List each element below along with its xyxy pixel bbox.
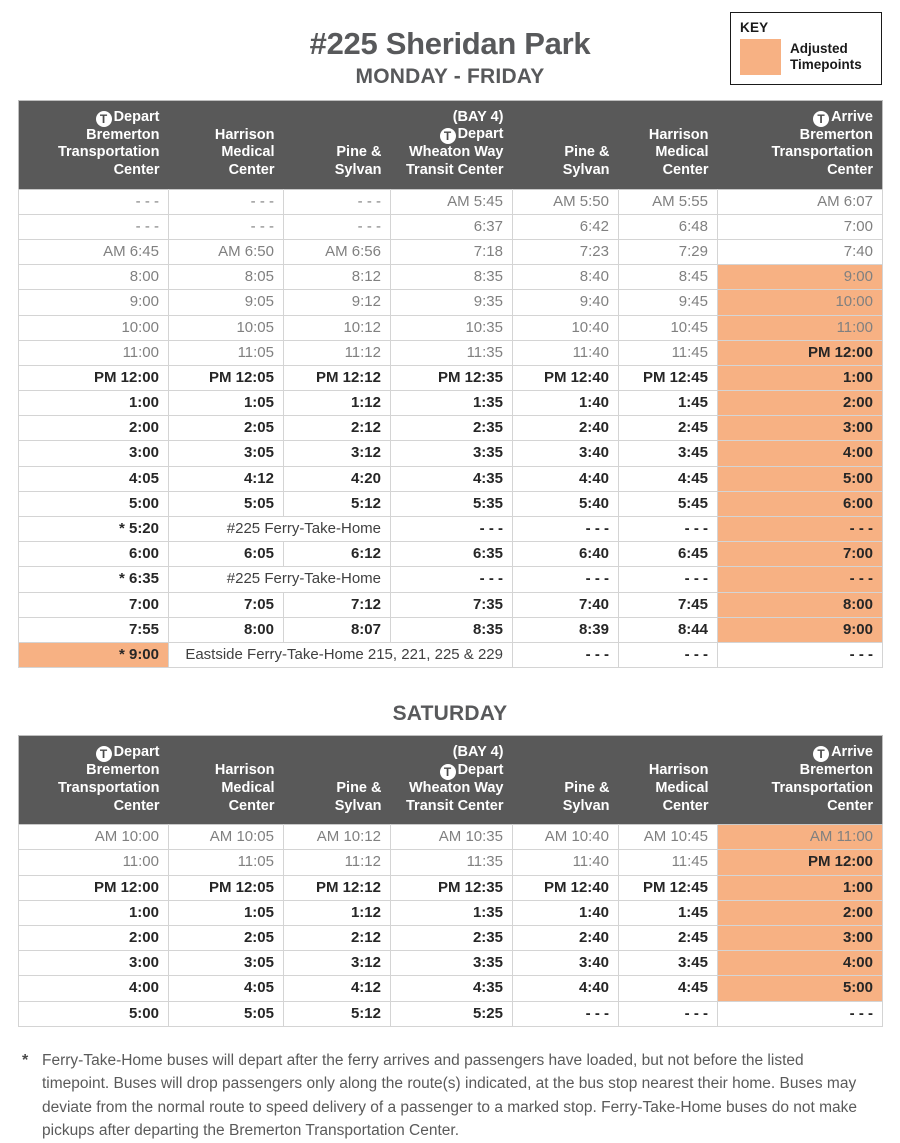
transit-center-icon: T (96, 111, 112, 127)
weekday-cell: 7:05 (169, 592, 284, 617)
weekday-cell: 5:35 (391, 491, 513, 516)
saturday-cell: 3:05 (169, 951, 284, 976)
weekday-cell-note: #225 Ferry-Take-Home (169, 567, 391, 592)
col-header-action: Arrive (831, 744, 873, 761)
col-header-name: Wheaton Way Transit Center (406, 144, 504, 178)
weekday-cell: 10:45 (619, 315, 718, 340)
weekday-cell: 9:35 (391, 290, 513, 315)
weekday-cell: 7:35 (391, 592, 513, 617)
saturday-cell: 1:12 (284, 900, 391, 925)
saturday-subtitle: SATURDAY (392, 702, 508, 726)
weekday-cell: 3:00 (718, 416, 883, 441)
weekday-header-row (19, 100, 883, 189)
saturday-cell: PM 12:40 (513, 875, 619, 900)
weekday-cell: 5:05 (169, 491, 284, 516)
saturday-cell: 5:05 (169, 1001, 284, 1026)
saturday-cell: AM 11:00 (718, 825, 883, 850)
weekday-col-header-6 (619, 100, 718, 189)
weekday-cell: AM 5:50 (513, 189, 619, 214)
weekday-cell: - - - (513, 517, 619, 542)
saturday-cell: - - - (513, 1001, 619, 1026)
weekday-cell: 2:00 (19, 416, 169, 441)
bay-label: (BAY 4) (452, 744, 504, 761)
weekday-cell: 6:00 (718, 491, 883, 516)
weekday-cell: PM 12:12 (284, 365, 391, 390)
saturday-cell: 3:45 (619, 951, 718, 976)
table-row (19, 441, 883, 466)
weekday-cell-note: Eastside Ferry-Take-Home 215, 221, 225 & 229 (169, 642, 513, 667)
table-row (19, 340, 883, 365)
weekday-cell: PM 12:00 (19, 365, 169, 390)
table-row (19, 850, 883, 875)
weekday-cell: 2:40 (513, 416, 619, 441)
col-header-name: Harrison Medical Center (648, 762, 709, 814)
weekday-cell: - - - (19, 214, 169, 239)
saturday-cell: PM 12:12 (284, 875, 391, 900)
weekday-cell: 1:00 (19, 391, 169, 416)
table-row (19, 642, 883, 667)
weekday-cell: 7:00 (718, 542, 883, 567)
col-header-name: Pine & Sylvan (334, 779, 382, 814)
col-header-action: Depart (113, 744, 160, 761)
weekday-cell: 8:39 (513, 617, 619, 642)
weekday-cell: 4:05 (19, 466, 169, 491)
weekday-cell: - - - (718, 567, 883, 592)
saturday-cell: 2:35 (391, 925, 513, 950)
footnote-text: Ferry-Take-Home buses will depart after the ferry arrives and passengers have loaded, but not before the listed timepoint. Buses will drop passengers only along the route(s) indicated, at the bus stop nearest their home. Buses may deviate from the normal route to speed delivery of a passenger to a marked stop. Ferry-Take-Home buses do not make pickups after departing the Bremerton Transportation Center. (42, 1051, 858, 1140)
weekday-cell: - - - (19, 189, 169, 214)
weekday-cell: 6:12 (284, 542, 391, 567)
saturday-cell: PM 12:45 (619, 875, 718, 900)
weekday-cell: 2:35 (391, 416, 513, 441)
weekday-cell: 2:00 (718, 391, 883, 416)
weekday-cell: 9:00 (718, 617, 883, 642)
weekday-cell: 4:00 (718, 441, 883, 466)
weekday-cell: 11:00 (718, 315, 883, 340)
saturday-cell: 11:00 (19, 850, 169, 875)
weekday-cell: 5:00 (718, 466, 883, 491)
weekday-table-body (19, 189, 883, 668)
weekday-cell: 11:05 (169, 340, 284, 365)
saturday-col-header-2 (169, 736, 284, 825)
saturday-cell: 4:35 (391, 976, 513, 1001)
saturday-col-header-7 (718, 736, 883, 825)
weekday-cell: 7:55 (19, 617, 169, 642)
saturday-cell: 1:00 (19, 900, 169, 925)
weekday-cell: - - - (169, 214, 284, 239)
weekday-cell: 3:12 (284, 441, 391, 466)
saturday-cell: 2:12 (284, 925, 391, 950)
weekday-cell: 1:12 (284, 391, 391, 416)
weekday-table-head (19, 100, 883, 189)
weekday-cell: - - - (718, 517, 883, 542)
saturday-cell: 11:35 (391, 850, 513, 875)
footnote-marker: * (22, 1051, 29, 1069)
key-label: Adjusted Timepoints (790, 41, 862, 72)
saturday-cell: 4:05 (169, 976, 284, 1001)
saturday-table-head (19, 736, 883, 825)
table-row (19, 900, 883, 925)
weekday-cell-note: #225 Ferry-Take-Home (169, 517, 391, 542)
saturday-cell: 3:12 (284, 951, 391, 976)
weekday-cell: - - - (513, 567, 619, 592)
weekday-cell: - - - (391, 517, 513, 542)
table-row (19, 542, 883, 567)
saturday-table-body (19, 825, 883, 1027)
saturday-cell: 4:00 (718, 951, 883, 976)
weekday-cell: 6:48 (619, 214, 718, 239)
saturday-col-header-3 (284, 736, 391, 825)
saturday-cell: 3:00 (718, 925, 883, 950)
weekday-cell: 11:40 (513, 340, 619, 365)
weekday-cell: 8:35 (391, 617, 513, 642)
weekday-cell: 1:40 (513, 391, 619, 416)
weekday-cell: 9:45 (619, 290, 718, 315)
saturday-col-header-5 (513, 736, 619, 825)
saturday-col-header-1 (19, 736, 169, 825)
saturday-cell: 4:40 (513, 976, 619, 1001)
footnote (18, 1049, 882, 1143)
weekday-cell: 5:12 (284, 491, 391, 516)
weekday-cell: 3:45 (619, 441, 718, 466)
transit-center-icon: T (813, 111, 829, 127)
col-header-name: Harrison Medical Center (648, 126, 709, 178)
weekday-subtitle: MONDAY - FRIDAY (355, 64, 545, 88)
saturday-cell: 2:45 (619, 925, 718, 950)
saturday-cell: 2:00 (718, 900, 883, 925)
weekday-cell: 9:40 (513, 290, 619, 315)
weekday-cell: PM 12:00 (718, 340, 883, 365)
saturday-cell: 11:45 (619, 850, 718, 875)
weekday-col-header-1 (19, 100, 169, 189)
weekday-cell: 4:12 (169, 466, 284, 491)
weekday-cell: 5:00 (19, 491, 169, 516)
weekday-cell: 6:42 (513, 214, 619, 239)
saturday-cell: 5:12 (284, 1001, 391, 1026)
table-row (19, 617, 883, 642)
weekday-cell: 6:37 (391, 214, 513, 239)
transit-center-icon: T (96, 746, 112, 762)
weekday-cell: PM 12:40 (513, 365, 619, 390)
weekday-cell: 9:00 (718, 265, 883, 290)
weekday-cell: 7:18 (391, 239, 513, 264)
table-row (19, 976, 883, 1001)
weekday-cell: - - - (718, 642, 883, 667)
saturday-cell: 3:00 (19, 951, 169, 976)
table-row (19, 239, 883, 264)
saturday-col-header-4 (391, 736, 513, 825)
weekday-cell: 6:35 (391, 542, 513, 567)
saturday-cell: 2:05 (169, 925, 284, 950)
weekday-cell: 10:12 (284, 315, 391, 340)
weekday-cell: PM 12:45 (619, 365, 718, 390)
saturday-cell: AM 10:12 (284, 825, 391, 850)
saturday-cell: PM 12:00 (19, 875, 169, 900)
weekday-cell: 4:20 (284, 466, 391, 491)
col-header-action: Depart (113, 108, 160, 125)
key-legend-box (730, 12, 882, 85)
weekday-cell: 10:05 (169, 315, 284, 340)
weekday-cell: 7:12 (284, 592, 391, 617)
saturday-cell: 4:45 (619, 976, 718, 1001)
bay-label: (BAY 4) (452, 108, 504, 125)
table-row (19, 265, 883, 290)
weekday-cell: 11:00 (19, 340, 169, 365)
weekday-cell: 8:45 (619, 265, 718, 290)
saturday-cell: 11:05 (169, 850, 284, 875)
weekday-cell: 11:12 (284, 340, 391, 365)
table-row (19, 1001, 883, 1026)
weekday-cell: 8:07 (284, 617, 391, 642)
weekday-cell: 5:40 (513, 491, 619, 516)
weekday-cell: 9:00 (19, 290, 169, 315)
weekday-cell: 10:00 (718, 290, 883, 315)
weekday-cell: 10:35 (391, 315, 513, 340)
saturday-cell: 3:35 (391, 951, 513, 976)
col-header-name: Harrison Medical Center (214, 762, 275, 814)
weekday-cell: - - - (169, 189, 284, 214)
saturday-cell: 5:00 (19, 1001, 169, 1026)
weekday-schedule-table (18, 100, 883, 669)
weekday-cell: 11:45 (619, 340, 718, 365)
saturday-cell: AM 10:40 (513, 825, 619, 850)
saturday-cell: 4:12 (284, 976, 391, 1001)
table-row (19, 925, 883, 950)
weekday-cell: 8:05 (169, 265, 284, 290)
weekday-cell: 10:00 (19, 315, 169, 340)
weekday-cell: 8:12 (284, 265, 391, 290)
weekday-cell: 6:05 (169, 542, 284, 567)
col-header-action: Depart (457, 761, 504, 778)
weekday-cell: 7:29 (619, 239, 718, 264)
weekday-cell: 8:40 (513, 265, 619, 290)
table-row (19, 214, 883, 239)
saturday-cell: AM 10:00 (19, 825, 169, 850)
weekday-cell: 8:35 (391, 265, 513, 290)
weekday-cell: 4:35 (391, 466, 513, 491)
table-row (19, 365, 883, 390)
col-header-action: Depart (457, 126, 504, 143)
col-header-name: Bremerton Transportation Center (771, 762, 873, 814)
page-title: #225 Sheridan Park (309, 26, 591, 61)
saturday-cell: 1:35 (391, 900, 513, 925)
saturday-cell: 1:05 (169, 900, 284, 925)
weekday-col-header-3 (284, 100, 391, 189)
saturday-cell: AM 10:05 (169, 825, 284, 850)
weekday-cell: 2:45 (619, 416, 718, 441)
table-row (19, 391, 883, 416)
saturday-cell: 3:40 (513, 951, 619, 976)
weekday-col-header-7 (718, 100, 883, 189)
saturday-cell: 11:12 (284, 850, 391, 875)
weekday-cell: 2:12 (284, 416, 391, 441)
weekday-cell: 9:12 (284, 290, 391, 315)
table-row (19, 875, 883, 900)
weekday-cell: AM 5:45 (391, 189, 513, 214)
saturday-cell: 2:00 (19, 925, 169, 950)
weekday-cell-time: * 5:20 (19, 517, 169, 542)
weekday-cell: 1:45 (619, 391, 718, 416)
weekday-cell: PM 12:35 (391, 365, 513, 390)
weekday-cell: 8:00 (19, 265, 169, 290)
weekday-cell: - - - (619, 642, 718, 667)
saturday-header-row (19, 736, 883, 825)
col-header-name: Harrison Medical Center (214, 126, 275, 178)
weekday-cell: 6:45 (619, 542, 718, 567)
saturday-cell: 5:25 (391, 1001, 513, 1026)
weekday-cell: - - - (391, 567, 513, 592)
table-row (19, 189, 883, 214)
weekday-cell: 6:00 (19, 542, 169, 567)
weekday-cell: 2:05 (169, 416, 284, 441)
saturday-schedule-table (18, 735, 883, 1027)
weekday-cell: 7:40 (718, 239, 883, 264)
weekday-cell: 9:05 (169, 290, 284, 315)
saturday-cell: 1:40 (513, 900, 619, 925)
table-row (19, 825, 883, 850)
saturday-cell: 2:40 (513, 925, 619, 950)
col-header-name: Pine & Sylvan (562, 779, 610, 814)
weekday-cell: 7:45 (619, 592, 718, 617)
table-row (19, 517, 883, 542)
transit-center-icon: T (440, 764, 456, 780)
weekday-col-header-5 (513, 100, 619, 189)
saturday-section (18, 702, 882, 1027)
weekday-cell: 10:40 (513, 315, 619, 340)
saturday-cell: 4:00 (19, 976, 169, 1001)
saturday-cell: 5:00 (718, 976, 883, 1001)
weekday-cell: 8:00 (169, 617, 284, 642)
weekday-cell: 7:00 (19, 592, 169, 617)
weekday-table-wrapper (18, 100, 882, 669)
transit-center-icon: T (813, 746, 829, 762)
weekday-cell: - - - (284, 214, 391, 239)
weekday-cell: - - - (284, 189, 391, 214)
key-title: KEY (740, 20, 769, 35)
weekday-cell: AM 6:07 (718, 189, 883, 214)
key-row (740, 39, 872, 75)
saturday-cell: AM 10:45 (619, 825, 718, 850)
weekday-cell: 1:35 (391, 391, 513, 416)
weekday-cell: - - - (513, 642, 619, 667)
table-row (19, 290, 883, 315)
weekday-cell: 5:45 (619, 491, 718, 516)
saturday-col-header-6 (619, 736, 718, 825)
weekday-cell: 8:00 (718, 592, 883, 617)
weekday-cell: 7:23 (513, 239, 619, 264)
col-header-action: Arrive (831, 108, 873, 125)
weekday-col-header-4 (391, 100, 513, 189)
adjusted-timepoint-swatch (740, 39, 781, 75)
weekday-cell: 7:40 (513, 592, 619, 617)
weekday-cell: 3:40 (513, 441, 619, 466)
saturday-cell: 1:00 (718, 875, 883, 900)
weekday-cell: 3:35 (391, 441, 513, 466)
weekday-col-header-2 (169, 100, 284, 189)
col-header-name: Bremerton Transportation Center (57, 762, 160, 814)
saturday-cell: PM 12:35 (391, 875, 513, 900)
col-header-name: Pine & Sylvan (334, 144, 382, 178)
table-row (19, 315, 883, 340)
table-row (19, 951, 883, 976)
saturday-cell: - - - (718, 1001, 883, 1026)
weekday-cell: 8:44 (619, 617, 718, 642)
saturday-cell: - - - (619, 1001, 718, 1026)
weekday-cell-time: * 6:35 (19, 567, 169, 592)
saturday-cell: PM 12:00 (718, 850, 883, 875)
weekday-cell: 11:35 (391, 340, 513, 365)
saturday-cell: PM 12:05 (169, 875, 284, 900)
table-row (19, 466, 883, 491)
weekday-cell: - - - (619, 517, 718, 542)
table-row (19, 416, 883, 441)
saturday-cell: 11:40 (513, 850, 619, 875)
weekday-cell: AM 6:45 (19, 239, 169, 264)
transit-center-icon: T (440, 128, 456, 144)
weekday-cell: PM 12:05 (169, 365, 284, 390)
weekday-cell: - - - (619, 567, 718, 592)
weekday-cell: 4:40 (513, 466, 619, 491)
table-row (19, 567, 883, 592)
weekday-cell: 4:45 (619, 466, 718, 491)
weekday-cell-time: * 9:00 (19, 642, 169, 667)
weekday-cell: 3:00 (19, 441, 169, 466)
weekday-cell: 7:00 (718, 214, 883, 239)
col-header-name: Bremerton Transportation Center (771, 126, 873, 178)
weekday-cell: 1:05 (169, 391, 284, 416)
col-header-name: Pine & Sylvan (562, 144, 610, 178)
weekday-cell: AM 6:50 (169, 239, 284, 264)
col-header-name: Bremerton Transportation Center (57, 126, 160, 178)
table-row (19, 592, 883, 617)
weekday-cell: 3:05 (169, 441, 284, 466)
weekday-cell: 1:00 (718, 365, 883, 390)
weekday-cell: AM 5:55 (619, 189, 718, 214)
saturday-cell: AM 10:35 (391, 825, 513, 850)
weekday-cell: AM 6:56 (284, 239, 391, 264)
table-row (19, 491, 883, 516)
weekday-cell: 6:40 (513, 542, 619, 567)
saturday-cell: 1:45 (619, 900, 718, 925)
col-header-name: Wheaton Way Transit Center (406, 779, 504, 814)
